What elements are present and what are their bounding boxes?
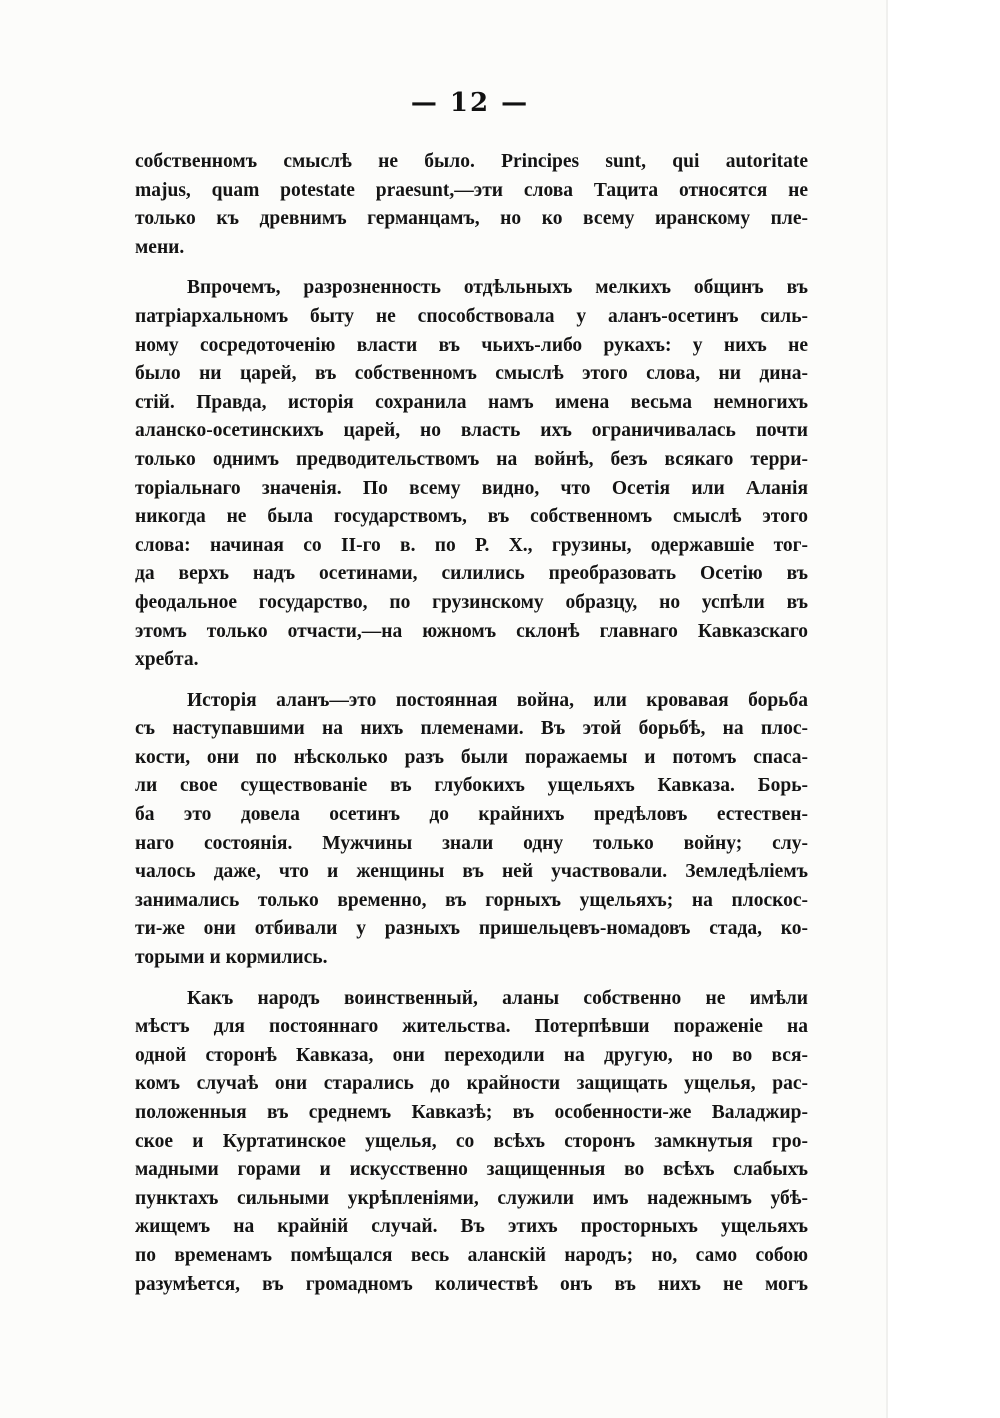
text-line: съ наступавшими на нихъ племенами. Въ этой борьбѣ, на плос- bbox=[135, 718, 808, 740]
text-line: Какъ народъ воинственный, аланы собственно не имѣли bbox=[187, 987, 808, 1009]
text-line: наго состоянія. Мужчины знали одну только войну; слу- bbox=[135, 832, 808, 854]
text-line: торыми и кормились. bbox=[135, 947, 328, 969]
text-line: пунктахъ сильными укрѣпленіями, служили имъ надежнымъ убѣ- bbox=[135, 1187, 808, 1209]
text-line: мадными горами и искусственно защищенныя во всѣхъ слабыхъ bbox=[135, 1159, 808, 1181]
text-line: чалось даже, что и женщины въ ней участвовали. Земледѣліемъ bbox=[135, 861, 808, 883]
text-line: собственномъ смыслѣ не было. Principes sunt, qui autoritate bbox=[135, 151, 808, 172]
page-text bbox=[135, 148, 808, 1311]
paragraph bbox=[135, 687, 808, 973]
text-line: комъ случаѣ они старались до крайности защищать ущелья, рас- bbox=[135, 1073, 808, 1095]
text-line: разумѣется, въ громадномъ количествѣ онъ въ нихъ не могъ bbox=[135, 1273, 808, 1295]
text-line: по временамъ помѣщался весь аланскій народъ; но, само собою bbox=[135, 1244, 808, 1266]
text-line: Исторія аланъ—это постоянная война, или кровавая борьба bbox=[187, 689, 808, 711]
paragraph bbox=[135, 148, 808, 262]
text-line: мѣстъ для постояннаго жительства. Потерпѣвши пораженіе на bbox=[135, 1016, 808, 1038]
text-line: да верхъ надъ осетинами, силились преобразовать Осетію въ bbox=[135, 563, 808, 585]
text-line: только однимъ предводительствомъ на войнѣ, безъ всякаго терри- bbox=[135, 448, 808, 470]
text-line: слова: начиная со II-го в. по Р. Х., грузины, одержавшіе тог- bbox=[135, 534, 808, 556]
text-line: мени. bbox=[135, 236, 185, 258]
text-line: одной сторонѣ Кавказа, они переходили на другую, но во вся- bbox=[135, 1044, 808, 1066]
text-line: majus, quam potestate praesunt,—эти слова Тацита относятся не bbox=[135, 179, 808, 201]
text-line: только къ древнимъ германцамъ, но ко всему иранскому пле- bbox=[135, 208, 808, 230]
text-line: этомъ только отчасти,—на южномъ склонѣ главнаго Кавказскаго bbox=[135, 620, 808, 642]
text-line: ба это довела осетинъ до крайнихъ предѣловъ естествен- bbox=[135, 804, 808, 826]
text-line: было ни царей, въ собственномъ смыслѣ этого слова, ни дина- bbox=[135, 363, 808, 385]
text-line: Впрочемъ, разрозненность отдѣльныхъ мелкихъ общинъ въ bbox=[187, 277, 808, 299]
text-line: торіальнаго значенія. По всему видно, что Осетія или Аланія bbox=[135, 477, 808, 499]
text-line: никогда не была государствомъ, въ собственномъ смыслѣ этого bbox=[135, 506, 808, 528]
text-line: патріархальномъ быту не способствовала у аланъ-осетинъ силь- bbox=[135, 305, 808, 327]
page-number: — 12 — bbox=[410, 88, 530, 118]
text-line: кости, они по нѣсколько разъ были поражаемы и потомъ спаса- bbox=[135, 746, 808, 768]
text-line: положенныя въ среднемъ Кавказѣ; въ особенности-же Валаджир- bbox=[135, 1102, 808, 1123]
text-line: аланско-осетинскихъ царей, но власть ихъ ограничивалась почти bbox=[135, 420, 808, 442]
text-line: ному сосредоточенію власти въ чьихъ-либо рукахъ: у нихъ не bbox=[135, 334, 808, 356]
text-line: ли свое существованіе въ глубокихъ ущельяхъ Кавказа. Борь- bbox=[135, 775, 808, 797]
text-line: хребта. bbox=[135, 649, 199, 671]
text-line: жищемъ на крайній случай. Въ этихъ просторныхъ ущельяхъ bbox=[135, 1216, 808, 1238]
paragraph bbox=[135, 274, 808, 674]
text-line: ти-же они отбивали у разныхъ пришельцевъ-номадовъ стада, ко- bbox=[135, 918, 808, 940]
text-line: ское и Куртатинское ущелья, со всѣхъ сторонъ замкнутыя гро- bbox=[135, 1130, 808, 1152]
text-line: феодальное государство, по грузинскому образцу, но успѣли въ bbox=[135, 591, 808, 613]
paragraph bbox=[135, 985, 808, 1300]
text-line: стій. Правда, исторія сохранила намъ имена весьма немногихъ bbox=[135, 391, 808, 413]
text-line: занимались только временно, въ горныхъ ущельяхъ; на плоскос- bbox=[135, 889, 808, 911]
